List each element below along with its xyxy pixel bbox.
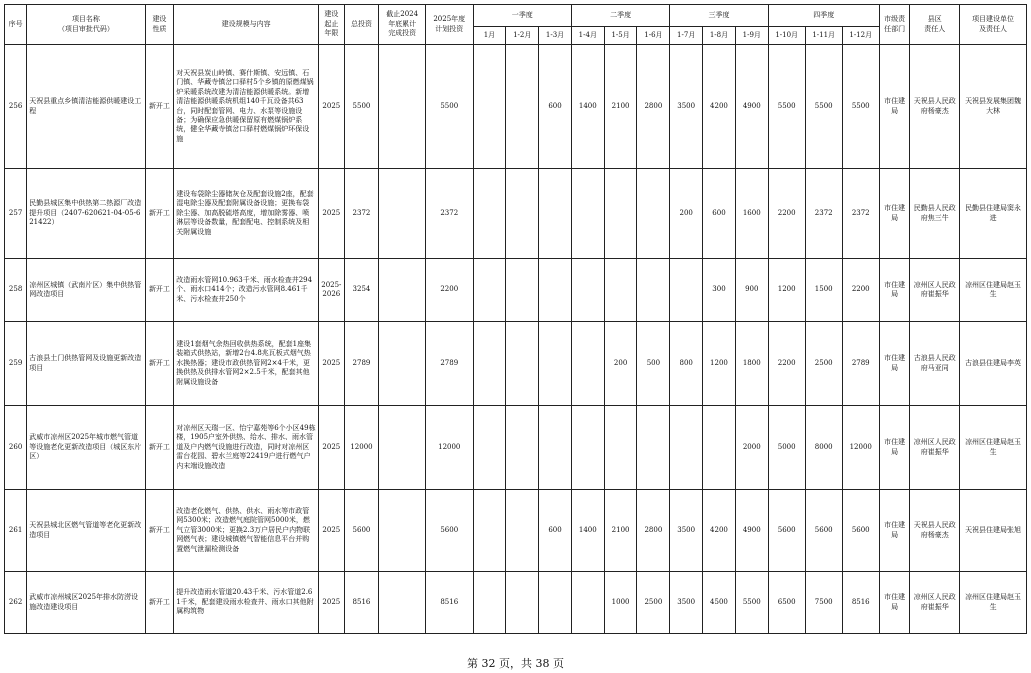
- row-month-value: 1400: [571, 45, 604, 169]
- row-seq: 257: [5, 169, 27, 259]
- row-month-value: [539, 406, 572, 490]
- row-period: 2025: [319, 406, 344, 490]
- row-month-value: 500: [637, 322, 670, 406]
- row-county: 凉州区人民政府崔振华: [910, 406, 960, 490]
- row-month-value: [473, 169, 506, 259]
- row-month-value: [637, 169, 670, 259]
- table-row: [5, 490, 1027, 572]
- row-month-value: 2372: [842, 169, 879, 259]
- row-unit: 凉州区住建局赵玉生: [960, 406, 1027, 490]
- row-month-value: [670, 259, 703, 322]
- row-unit: 天祝县发展集团魏大林: [960, 45, 1027, 169]
- row-month-value: 4500: [703, 572, 736, 634]
- row-done-2024: [379, 259, 426, 322]
- header-total: 总投资: [344, 5, 379, 45]
- row-month-value: 1800: [735, 322, 768, 406]
- row-month-value: 3500: [670, 490, 703, 572]
- row-month-value: [571, 322, 604, 406]
- row-seq: 258: [5, 259, 27, 322]
- row-month-value: [506, 572, 539, 634]
- row-month-value: 2000: [735, 406, 768, 490]
- row-city-dept: 市住建局: [879, 169, 910, 259]
- row-month-value: 5600: [805, 490, 842, 572]
- row-month-value: 1200: [768, 259, 805, 322]
- row-month-value: [571, 406, 604, 490]
- row-month-value: [571, 169, 604, 259]
- header-month: 1-5月: [604, 27, 637, 45]
- header-q4: 四季度: [768, 5, 879, 27]
- row-month-value: 8516: [842, 572, 879, 634]
- row-unit: 民勤县住建局窦永进: [960, 169, 1027, 259]
- header-scope: 建设规模与内容: [174, 5, 319, 45]
- header-month: 1-2月: [506, 27, 539, 45]
- row-total: 12000: [344, 406, 379, 490]
- header-city-dept: 市级责 任部门: [879, 5, 910, 45]
- row-month-value: 300: [703, 259, 736, 322]
- row-period: 2025: [319, 322, 344, 406]
- project-table: [4, 4, 1027, 634]
- row-unit: 凉州区住建局赵玉生: [960, 572, 1027, 634]
- row-month-value: [637, 406, 670, 490]
- row-month-value: 1000: [604, 572, 637, 634]
- row-city-dept: 市住建局: [879, 406, 910, 490]
- row-total: 5600: [344, 490, 379, 572]
- row-period: 2025: [319, 572, 344, 634]
- row-unit: 古浪县住建局李英: [960, 322, 1027, 406]
- row-month-value: 900: [735, 259, 768, 322]
- row-month-value: 2372: [805, 169, 842, 259]
- row-month-value: [604, 259, 637, 322]
- row-month-value: [539, 259, 572, 322]
- row-month-value: [473, 490, 506, 572]
- row-month-value: 4200: [703, 45, 736, 169]
- header-month: 1-10月: [768, 27, 805, 45]
- row-month-value: [506, 406, 539, 490]
- row-total: 3254: [344, 259, 379, 322]
- row-month-value: [571, 259, 604, 322]
- row-month-value: 2800: [637, 490, 670, 572]
- row-project-name: 天祝县城北区燃气管道等老化更新改造项目: [27, 490, 145, 572]
- table-row: [5, 259, 1027, 322]
- row-month-value: 800: [670, 322, 703, 406]
- row-month-value: 5600: [768, 490, 805, 572]
- row-done-2024: [379, 45, 426, 169]
- row-month-value: 5500: [842, 45, 879, 169]
- row-nature: 新开工: [145, 169, 174, 259]
- row-month-value: [473, 572, 506, 634]
- header-month: 1-11月: [805, 27, 842, 45]
- row-county: 天祝县人民政府杨豪杰: [910, 490, 960, 572]
- row-month-value: 4900: [735, 490, 768, 572]
- row-month-value: [571, 572, 604, 634]
- row-scope: 改造老化燃气、供热、供水、雨水等市政管网5300米；改造燃气庭院管网5000米，燃气立管3000米；更换2.3万户居民户内物联网燃气表；建设城镇燃气智能信息平台并购置燃气泄漏检测设备: [174, 490, 319, 572]
- row-done-2024: [379, 322, 426, 406]
- row-month-value: 5600: [842, 490, 879, 572]
- header-county: 县区 责任人: [910, 5, 960, 45]
- row-nature: 新开工: [145, 572, 174, 634]
- row-county: 凉州区人民政府崔振华: [910, 259, 960, 322]
- header-month: 1-8月: [703, 27, 736, 45]
- row-city-dept: 市住建局: [879, 572, 910, 634]
- row-nature: 新开工: [145, 45, 174, 169]
- row-project-name: 凉州区城镇（武南片区）集中供热管网改造项目: [27, 259, 145, 322]
- row-period: 2025: [319, 45, 344, 169]
- header-month: 1-3月: [539, 27, 572, 45]
- row-month-value: 1400: [571, 490, 604, 572]
- row-month-value: 2200: [842, 259, 879, 322]
- row-month-value: [703, 406, 736, 490]
- table-row: [5, 322, 1027, 406]
- row-month-value: [473, 322, 506, 406]
- row-nature: 新开工: [145, 490, 174, 572]
- row-month-value: [473, 259, 506, 322]
- row-month-value: 600: [703, 169, 736, 259]
- row-seq: 259: [5, 322, 27, 406]
- row-done-2024: [379, 490, 426, 572]
- page-footer: 第 32 页，共 38 页: [467, 657, 564, 670]
- header-name: 项目名称 （项目审批代码）: [27, 5, 145, 45]
- row-nature: 新开工: [145, 322, 174, 406]
- row-county: 古浪县人民政府马亚同: [910, 322, 960, 406]
- header-month: 1-12月: [842, 27, 879, 45]
- row-county: 凉州区人民政府崔振华: [910, 572, 960, 634]
- row-month-value: [539, 572, 572, 634]
- row-month-value: 4200: [703, 490, 736, 572]
- row-month-value: 1200: [703, 322, 736, 406]
- header-period: 建设 起止 年限: [319, 5, 344, 45]
- row-month-value: 600: [539, 45, 572, 169]
- row-month-value: 3500: [670, 572, 703, 634]
- row-month-value: 8000: [805, 406, 842, 490]
- row-month-value: [670, 406, 703, 490]
- table-row: [5, 169, 1027, 259]
- row-scope: 提升改造雨水管道20.43千米、污水管道2.61千米，配套建设雨水检查井、雨水口其他附属构筑物: [174, 572, 319, 634]
- header-q2: 二季度: [571, 5, 669, 27]
- row-month-value: [506, 259, 539, 322]
- row-month-value: 1600: [735, 169, 768, 259]
- row-plan-2025: 2200: [425, 259, 473, 322]
- row-month-value: 12000: [842, 406, 879, 490]
- row-city-dept: 市住建局: [879, 322, 910, 406]
- row-project-name: 古浪县土门供热管网及设施更新改造项目: [27, 322, 145, 406]
- row-seq: 260: [5, 406, 27, 490]
- header-month: 1-4月: [571, 27, 604, 45]
- header-q1: 一季度: [473, 5, 571, 27]
- row-done-2024: [379, 169, 426, 259]
- row-seq: 262: [5, 572, 27, 634]
- row-month-value: 5000: [768, 406, 805, 490]
- row-month-value: 200: [670, 169, 703, 259]
- row-month-value: 2500: [805, 322, 842, 406]
- row-month-value: 2100: [604, 45, 637, 169]
- row-nature: 新开工: [145, 406, 174, 490]
- row-project-name: 天祝县重点乡镇清洁能源供暖建设工程: [27, 45, 145, 169]
- table-row: [5, 572, 1027, 634]
- row-scope: 建设1套烟气余热回收供热系统，配套1座集装箱式供热站，新增2台4.8兆瓦板式烟气热水换热器；建设市政供热管网2×4千米，更换供热及供排水管网2×2.5千米，配套其他附属设施设备: [174, 322, 319, 406]
- header-nature: 建设 性质: [145, 5, 174, 45]
- row-month-value: 6500: [768, 572, 805, 634]
- row-done-2024: [379, 572, 426, 634]
- header-row-1: [5, 5, 1027, 27]
- row-city-dept: 市住建局: [879, 45, 910, 169]
- table-row: [5, 406, 1027, 490]
- row-period: 2025-2026: [319, 259, 344, 322]
- row-unit: 天祝县住建局张旭: [960, 490, 1027, 572]
- row-scope: 建设布袋除尘器储灰仓及配套设施2座，配套湿电除尘器及配套附属设备设施；更换布袋除尘器、加高脱硫塔高度，增加除雾器、喷淋层等设备数量，配套配电、控制系统及相关附属设施: [174, 169, 319, 259]
- row-plan-2025: 8516: [425, 572, 473, 634]
- row-seq: 256: [5, 45, 27, 169]
- row-month-value: [506, 322, 539, 406]
- row-city-dept: 市住建局: [879, 259, 910, 322]
- header-month: 1-7月: [670, 27, 703, 45]
- row-month-value: 600: [539, 490, 572, 572]
- row-period: 2025: [319, 490, 344, 572]
- row-month-value: 4900: [735, 45, 768, 169]
- row-nature: 新开工: [145, 259, 174, 322]
- row-month-value: 2800: [637, 45, 670, 169]
- row-month-value: 1500: [805, 259, 842, 322]
- header-unit: 项目建设单位 及责任人: [960, 5, 1027, 45]
- row-month-value: [539, 169, 572, 259]
- row-project-name: 民勤县城区集中供热第二热源厂改造提升项目（2407-620621-04-05-621422）: [27, 169, 145, 259]
- row-month-value: [506, 490, 539, 572]
- row-month-value: 3500: [670, 45, 703, 169]
- row-seq: 261: [5, 490, 27, 572]
- row-month-value: [637, 259, 670, 322]
- row-month-value: 5500: [768, 45, 805, 169]
- row-county: 民勤县人民政府焦三牛: [910, 169, 960, 259]
- header-month: 1-9月: [735, 27, 768, 45]
- row-month-value: 2200: [768, 169, 805, 259]
- header-month: 1月: [473, 27, 506, 45]
- row-month-value: 7500: [805, 572, 842, 634]
- row-county: 天祝县人民政府杨豪杰: [910, 45, 960, 169]
- row-month-value: 5500: [735, 572, 768, 634]
- row-city-dept: 市住建局: [879, 490, 910, 572]
- row-total: 8516: [344, 572, 379, 634]
- row-month-value: [604, 169, 637, 259]
- row-unit: 凉州区住建局赵玉生: [960, 259, 1027, 322]
- row-month-value: 2200: [768, 322, 805, 406]
- row-month-value: [473, 406, 506, 490]
- row-plan-2025: 12000: [425, 406, 473, 490]
- row-month-value: [539, 322, 572, 406]
- row-scope: 对天祝县炭山岭镇、赛什斯镇、安远镇、石门镇、华藏寺镇岔口驿村5个乡镇的原燃煤锅炉采暖系统改建为清洁能源供暖系统。新增清洁能源供暖系统机组140千瓦设备共63台，同时配套管网、电力、水泵等设施设备；为确保应急供暖保留原有燃煤锅炉系统，健全华藏寺镇岔口驿村燃煤锅炉环保设施: [174, 45, 319, 169]
- header-plan2025: 2025年度 计划投资: [425, 5, 473, 45]
- header-month: 1-6月: [637, 27, 670, 45]
- row-month-value: [506, 169, 539, 259]
- header-done2024: 截止2024 年底累计 完成投资: [379, 5, 426, 45]
- row-month-value: 200: [604, 322, 637, 406]
- header-q3: 三季度: [670, 5, 768, 27]
- row-plan-2025: 2789: [425, 322, 473, 406]
- row-plan-2025: 2372: [425, 169, 473, 259]
- row-total: 2372: [344, 169, 379, 259]
- header-seq: 序号: [5, 5, 27, 45]
- row-month-value: 2100: [604, 490, 637, 572]
- row-month-value: 2789: [842, 322, 879, 406]
- row-month-value: 2500: [637, 572, 670, 634]
- row-month-value: [604, 406, 637, 490]
- row-project-name: 武威市凉州城区2025年排水防涝设施改造建设项目: [27, 572, 145, 634]
- row-done-2024: [379, 406, 426, 490]
- row-plan-2025: 5600: [425, 490, 473, 572]
- row-plan-2025: 5500: [425, 45, 473, 169]
- row-period: 2025: [319, 169, 344, 259]
- row-month-value: [473, 45, 506, 169]
- row-total: 5500: [344, 45, 379, 169]
- row-total: 2789: [344, 322, 379, 406]
- row-month-value: [506, 45, 539, 169]
- table-row: [5, 45, 1027, 169]
- row-project-name: 武威市凉州区2025年城市燃气管道等设施老化更新改造项目（城区东片区）: [27, 406, 145, 490]
- row-month-value: 5500: [805, 45, 842, 169]
- row-scope: 对凉州区天瑞一区、怡宁嘉苑等6个小区49栋楼，1905户室外供热、给水、排水、雨水管道及户内燃气设施进行改造，同时对凉州区雷台花园、碧水兰庭等22419户进行燃气户内末端设施改造: [174, 406, 319, 490]
- row-scope: 改造雨水管网10.963千米、雨水检查井294个、雨水口414个；改造污水管网8.461千米、污水检查井250个: [174, 259, 319, 322]
